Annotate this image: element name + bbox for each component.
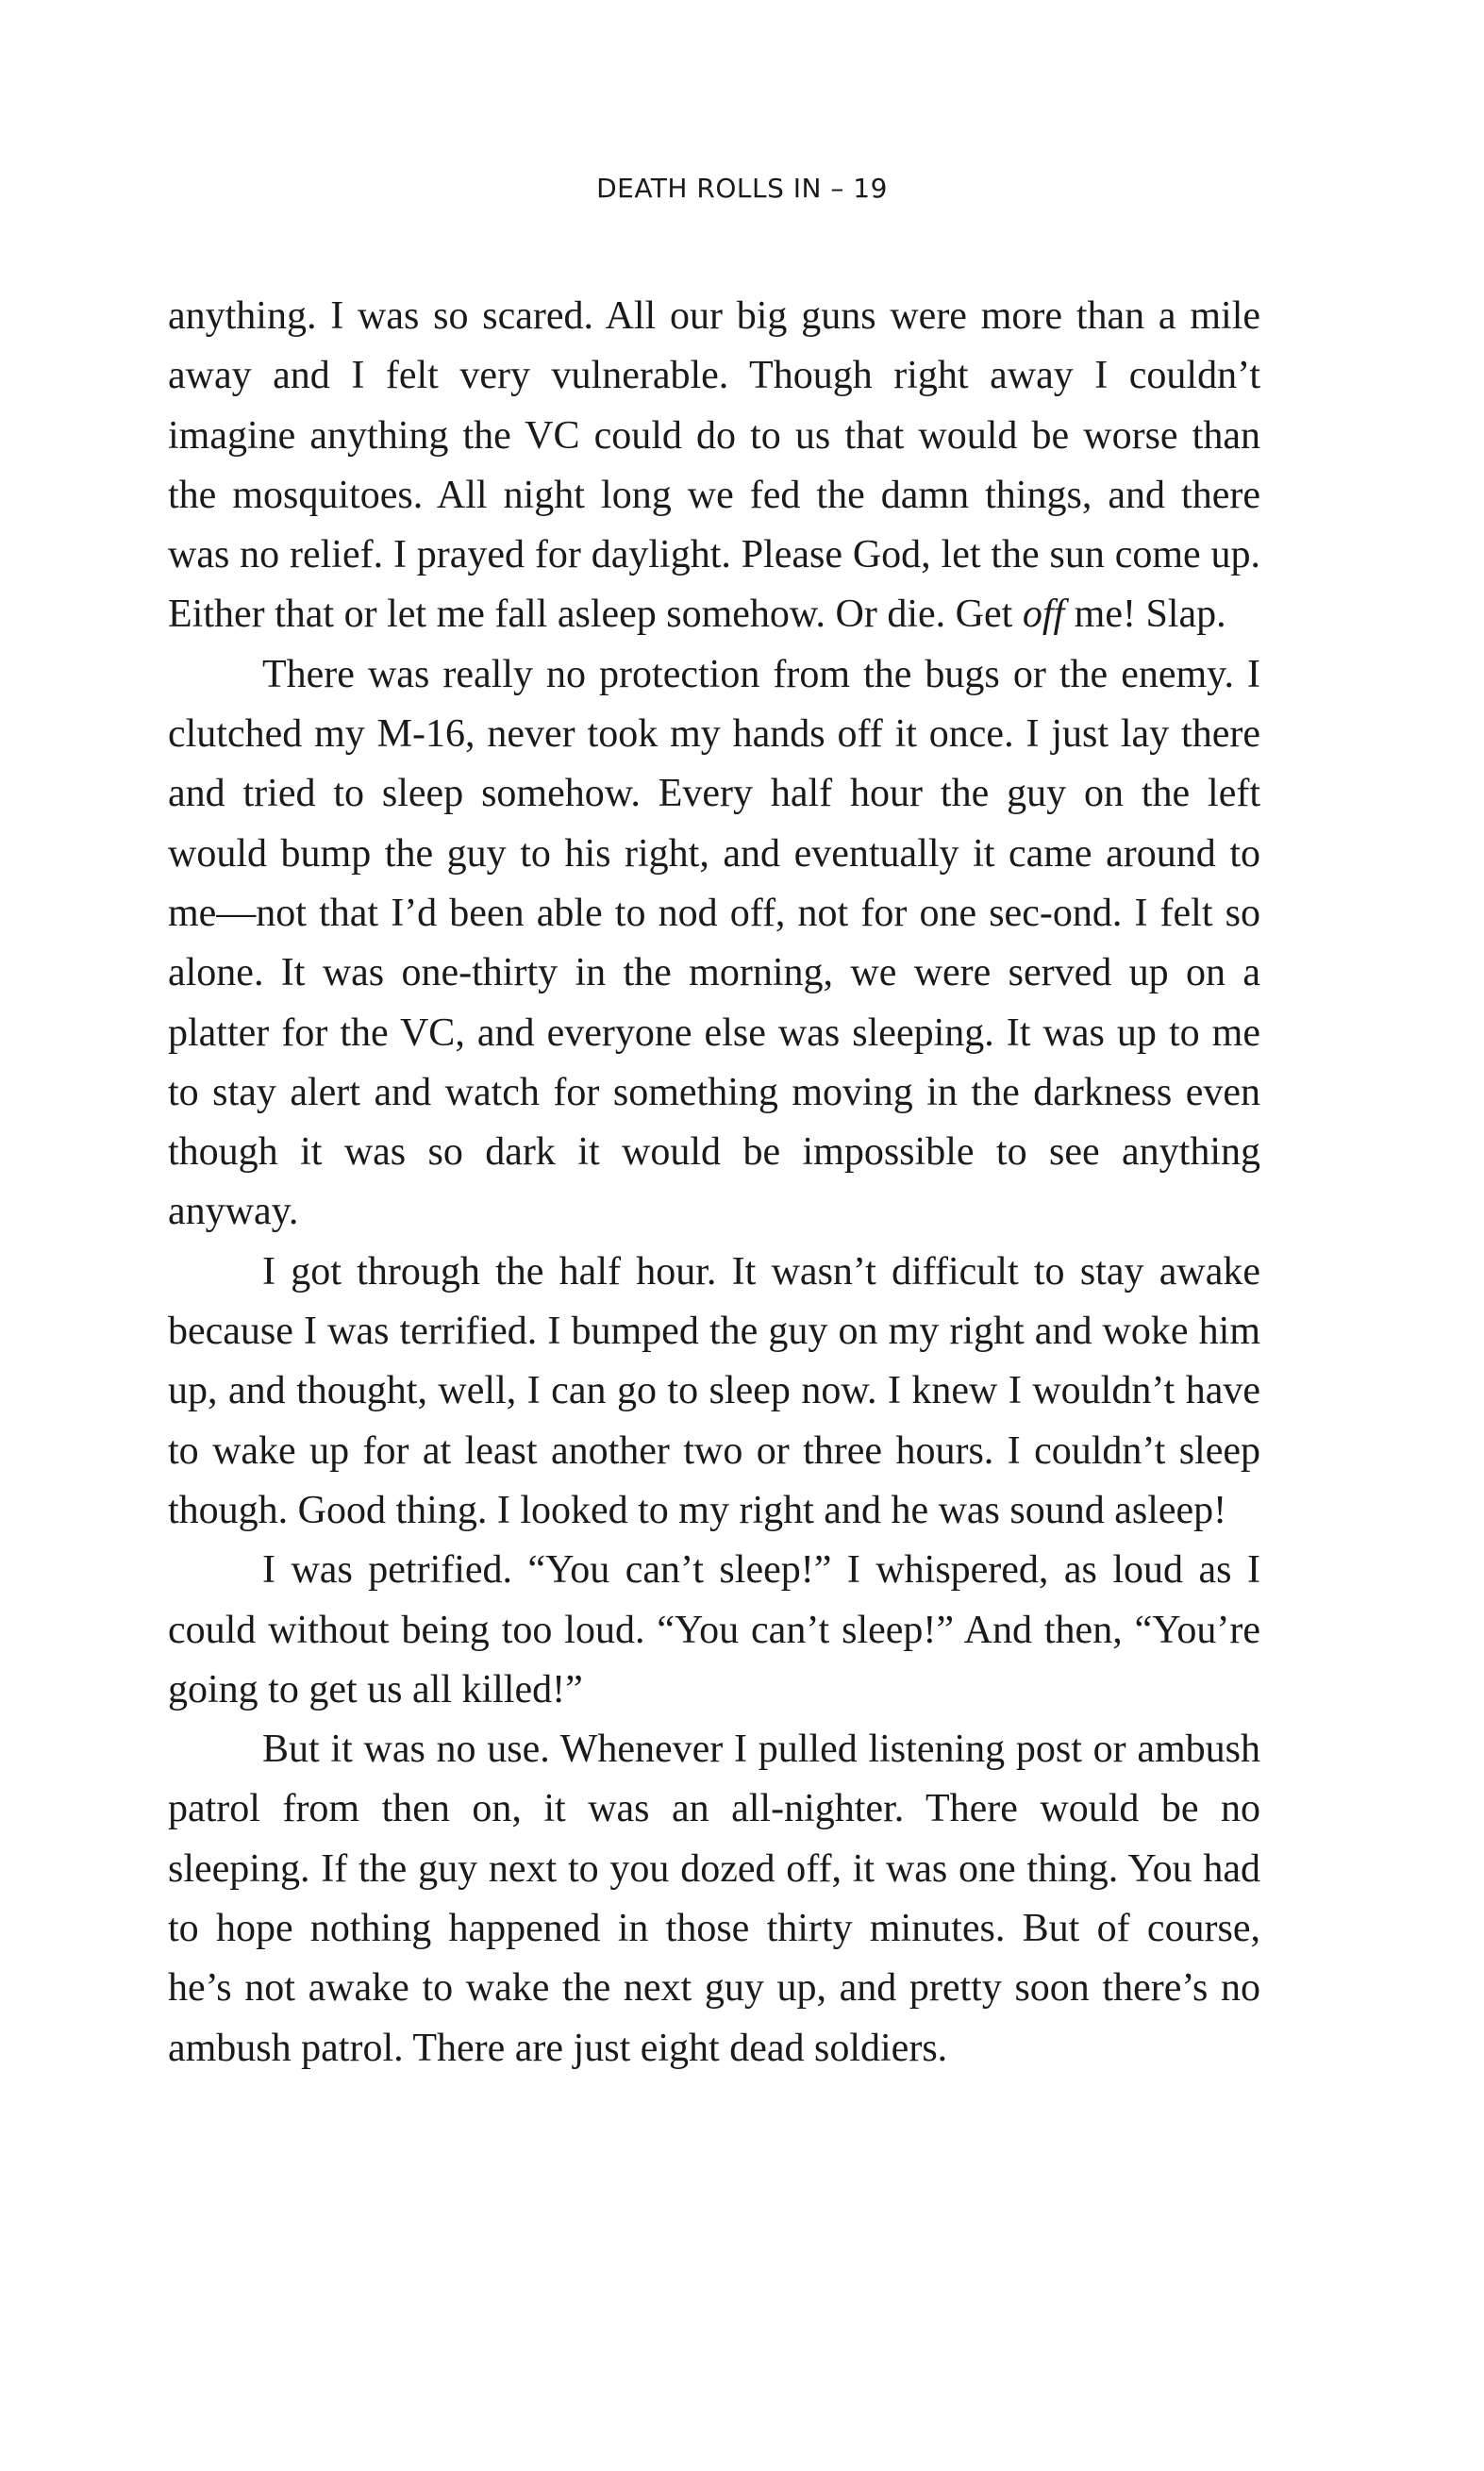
body-text [168,287,1260,2079]
paragraph-1-text-b: me! Slap. [1064,593,1226,637]
paragraph-1-italic: off [1022,593,1065,637]
running-head: DEATH ROLLS IN – 19 [596,173,888,204]
paragraph-3: I got through the half hour. It wasn’t difficult to stay awake because I was terrified. I bumped the guy on my right and woke him up, and thought, well, I can go to sleep now. I knew I wouldn’t have to wake up for at least another two or three hours. I couldn’t sleep though. Good thing. I looked to my right and he was sound asleep! [168,1249,1260,1532]
paragraph-1 [168,287,1260,645]
paragraph-4: I was petrified. “You can’t sleep!” I whispered, as loud as I could without being too loud. “You can’t sleep!” And then, “You’re going to get us all killed!” [168,1548,1260,1711]
paragraph-5: But it was no use. Whenever I pulled listening post or ambush patrol from then on, it was an all-nighter. There would be no sleeping. If the guy next to you dozed off, it was one thing. You had to hope nothing happened in those thirty minutes. But of course, he’s not awake to wake the next guy up, and pretty soon there’s no ambush patrol. There are just eight dead soldiers. [168,1728,1260,2070]
paragraph-2: There was really no protection from the bugs or the enemy. I clutched my M-16, never took my hands off it once. I just lay there and tried to sleep somehow. Every half hour the guy on the left would bump the guy to his right, and eventually it came around to me—not that I’d been able to nod off, not for one sec-ond. I felt so alone. It was one-thirty in the morning, we were served up on a platter for the VC, and everyone else was sleeping. It was up to me to stay alert and watch for something moving in the darkness even though it was so dark it would be impossible to see anything anyway. [168,652,1260,1234]
paragraph-1-text-a: anything. I was so scared. All our big guns were more than a mile away and I felt very vulnerable. Though right away I couldn’t imagine anything the VC could do to us that would be worse than the mosquitoes. All night long we fed the damn things, and there was no relief. I prayed for daylight. Please God, let the sun come up. Either that or let me fall asleep somehow. Or die. Get [168,294,1260,637]
